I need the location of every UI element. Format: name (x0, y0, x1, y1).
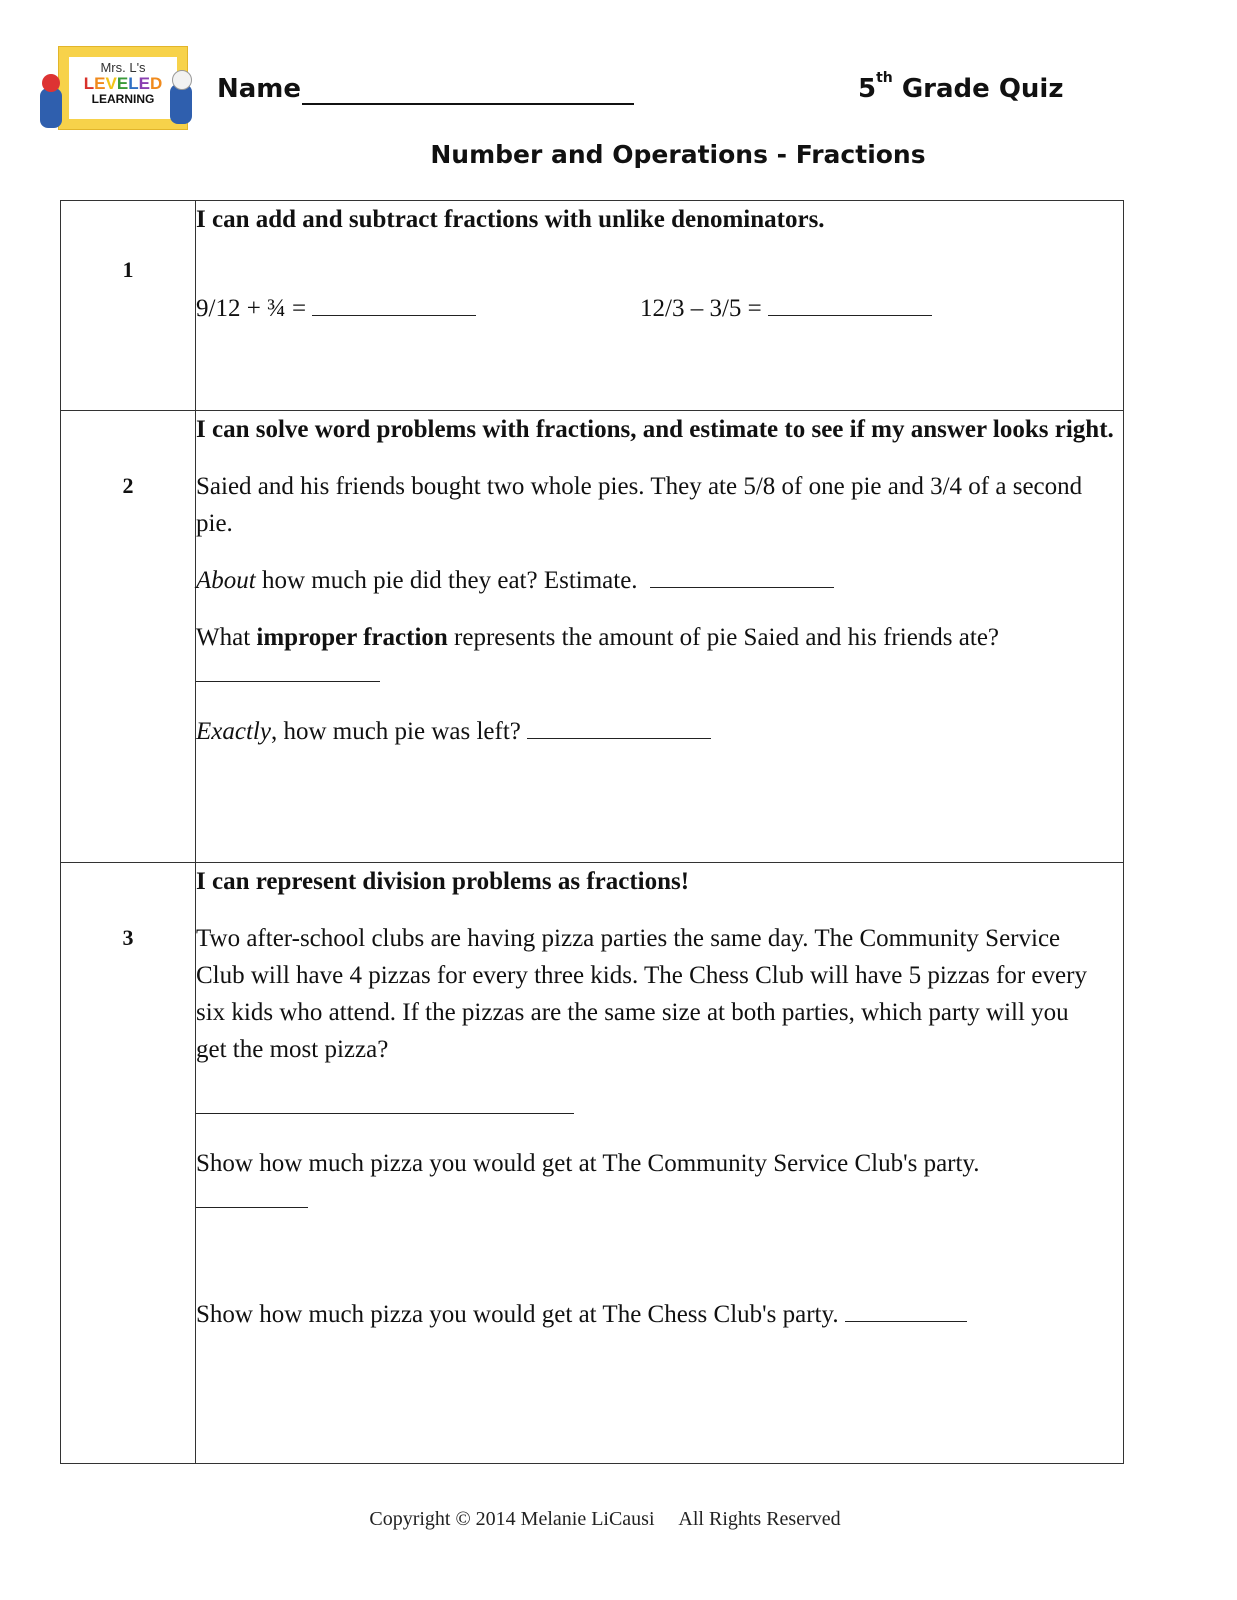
logo-line1: Mrs. L's (100, 60, 146, 75)
logo-frame (58, 46, 188, 130)
problem-b (640, 290, 932, 327)
problem-b-text: 12/3 – 3/5 = (640, 295, 762, 322)
grade-title (858, 70, 1064, 104)
word-problem: Two after-school clubs are having pizza parties the same day. The Community Service Club will have 4 pizzas for every three kids. The Chess Club will have 5 pizzas for every six kids who attend. If the pizzas are the same size at both parties, which party will you get the most pizza? (196, 925, 1087, 1063)
answer-blank[interactable] (196, 1112, 574, 1114)
logo-line3: LEARNING (91, 92, 155, 106)
logo-letter: L (83, 74, 95, 93)
objective: I can add and subtract fractions with unlike denominators. (196, 206, 825, 233)
logo-letter: L (128, 74, 139, 93)
quiz-table (60, 200, 1124, 1464)
painter-kid-left-icon (40, 88, 62, 128)
leftover-question (196, 713, 1123, 750)
grade-suffix: th (876, 70, 893, 86)
logo-letter: D (149, 74, 163, 93)
question-number: 3 (122, 925, 134, 950)
question-number-cell (61, 411, 196, 863)
leveled-learning-logo (36, 44, 196, 136)
question-text: how much pie did they eat? Estimate. (255, 567, 638, 594)
question-content (196, 201, 1124, 411)
logo-letter: V (105, 74, 117, 93)
answer-blank[interactable] (196, 680, 380, 682)
answer-blank[interactable] (196, 1206, 308, 1208)
grade-text: Grade Quiz (892, 74, 1064, 104)
question-text: Show how much pizza you would get at The Community Service Club's party. (196, 1150, 980, 1177)
objective: I can solve word problems with fractions, and estimate to see if my answer looks right. (196, 416, 1114, 443)
grade-number: 5 (858, 74, 877, 104)
name-label: Name (217, 74, 302, 104)
emphasis: improper fraction (256, 624, 448, 651)
question-content (196, 863, 1124, 1464)
question-text: , how much pie was left? (270, 718, 521, 745)
quiz-subtitle: Number and Operations - Fractions (430, 140, 926, 169)
question-text: represents the amount of pie Saied and his friends ate? (447, 624, 1000, 651)
question-row (61, 411, 1124, 863)
answer-blank[interactable] (768, 314, 932, 316)
question-number-cell (61, 863, 196, 1464)
improper-fraction-question (196, 619, 1123, 693)
question-number: 1 (122, 257, 134, 282)
painter-kid-right-icon (170, 84, 192, 124)
logo-line2 (69, 75, 177, 93)
copyright-footer: Copyright © 2014 Melanie LiCausi All Rights Reserved (369, 1508, 841, 1530)
logo-letter: E (116, 74, 129, 93)
emphasis: Exactly (196, 718, 271, 745)
logo-letter: E (94, 74, 106, 93)
question-content (196, 411, 1124, 863)
question-row (61, 863, 1124, 1464)
question-text: What (196, 624, 257, 651)
name-blank[interactable] (302, 103, 634, 105)
emphasis: About (196, 567, 256, 594)
problem-a-text: 9/12 + ¾ = (196, 295, 307, 322)
word-problem: Saied and his friends bought two whole pies. They ate 5/8 of one pie and 3/4 of a second pie. (196, 473, 1083, 537)
answer-blank[interactable] (650, 586, 834, 588)
answer-blank[interactable] (312, 314, 476, 316)
logo-letter: E (138, 74, 150, 93)
chess-club-question (196, 1296, 1123, 1333)
question-row (61, 201, 1124, 411)
question-text: Show how much pizza you would get at The Chess Club's party. (196, 1301, 839, 1328)
answer-blank[interactable] (527, 737, 711, 739)
problem-a (196, 290, 476, 327)
question-number-cell (61, 201, 196, 411)
question-number: 2 (122, 473, 134, 498)
objective: I can represent division problems as fractions! (196, 868, 690, 895)
estimate-question (196, 562, 1123, 599)
community-club-question (196, 1145, 1123, 1219)
answer-blank[interactable] (845, 1320, 967, 1322)
